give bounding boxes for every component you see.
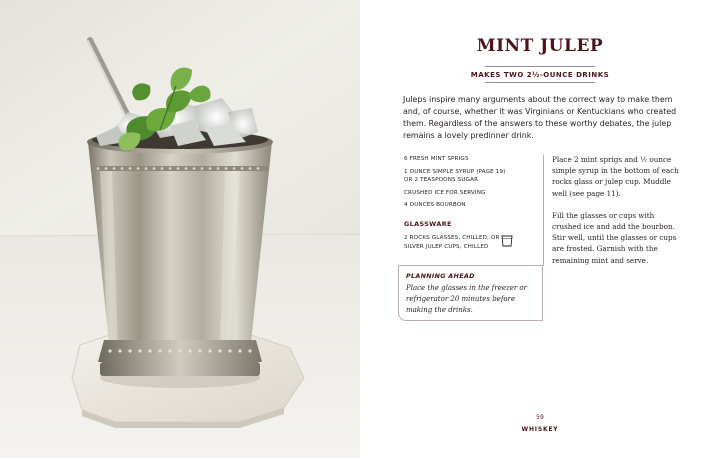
ingredient-list [404, 155, 508, 214]
method-step: Fill the glasses or cups with crushed ice and add the bourbon. Stir well, until the glasses or cups are frosted. Garnish with the remaining mint and serve. [552, 210, 677, 265]
ingredient-item: 6 FRESH MINT SPRIGS [404, 156, 469, 162]
yield-top-rule [485, 66, 595, 67]
yield-bottom-rule [485, 82, 595, 83]
recipe-intro: Juleps inspire many arguments about the correct way to make them and, of course, whether it was Virginians or Kentuckians who created them. Regardless of the answers to these worthy debates, the julep remains a lovely predinner drink. [403, 95, 677, 140]
section-name: WHISKEY [521, 426, 559, 433]
planning-ahead-text: Place the glasses in the freezer or refrigerator 20 minutes before making the drinks. [406, 284, 527, 314]
column-divider [543, 155, 544, 265]
method-step: Place 2 mint sprigs and ½ ounce simple syrup in the bottom of each rocks glass or julep cup. Muddle well (see page 11). [552, 155, 679, 198]
planning-ahead-heading: PLANNING AHEAD [406, 272, 475, 280]
recipe-yield: MAKES TWO 2½-OUNCE DRINKS [470, 71, 610, 79]
recipe-page [360, 0, 720, 458]
page-number: 59 [536, 414, 544, 421]
ingredient-item: CRUSHED ICE FOR SERVING [404, 189, 486, 196]
glassware-heading: GLASSWARE [404, 220, 452, 228]
ingredient-item: 4 OUNCES BOURBON [404, 202, 466, 208]
method-steps [552, 154, 680, 277]
glassware-text: 2 ROCKS GLASSES, CHILLED, OR SILVER JULEP CUPS, CHILLED [404, 235, 500, 250]
ingredient-item: 1 OUNCE SIMPLE SYRUP (PAGE 19) OR 2 TEASPOONS SUGAR [404, 168, 506, 183]
recipe-title: MINT JULEP [476, 36, 604, 56]
rocks-glass-icon [500, 234, 514, 248]
